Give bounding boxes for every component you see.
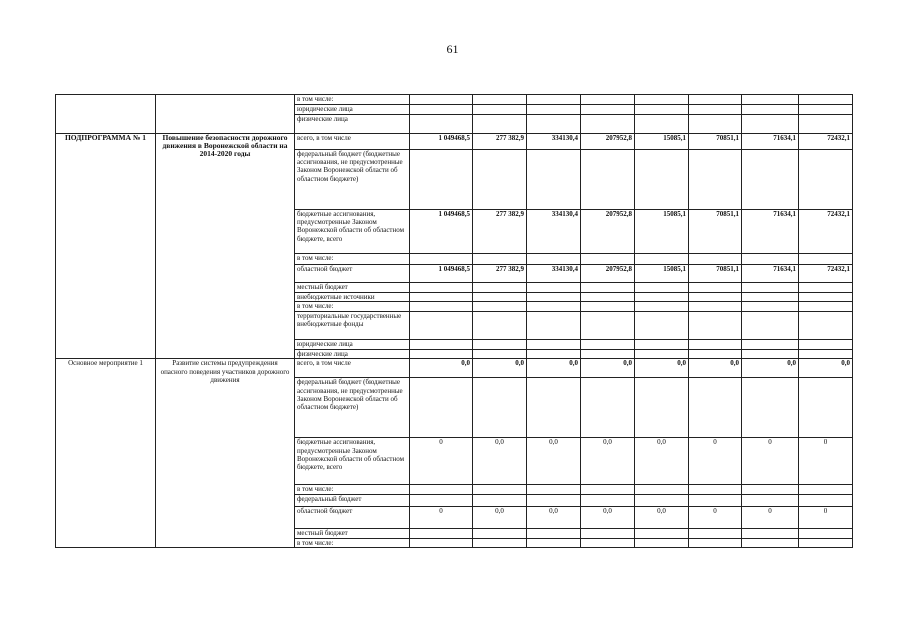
value-cell: 0,0 <box>581 438 635 485</box>
value-cell <box>581 528 635 538</box>
value-cell <box>742 485 799 494</box>
value-cell <box>581 95 635 105</box>
source-cell: всего, в том числе <box>295 359 410 378</box>
source-cell: всего, в том числе <box>295 134 410 150</box>
value-cell <box>473 350 527 359</box>
name-cell <box>156 95 295 134</box>
value-cell: 71634,1 <box>742 210 799 254</box>
value-cell <box>635 340 689 350</box>
source-cell: в том числе: <box>295 254 410 265</box>
value-cell <box>689 293 742 302</box>
value-cell: 277 382,9 <box>473 210 527 254</box>
value-cell <box>410 538 473 547</box>
value-cell <box>410 302 473 312</box>
value-cell <box>473 528 527 538</box>
value-cell: 0,0 <box>581 506 635 528</box>
value-cell <box>473 302 527 312</box>
value-cell <box>410 350 473 359</box>
value-cell <box>581 115 635 134</box>
budget-table-body <box>56 95 853 548</box>
value-cell: 72432,1 <box>799 210 853 254</box>
value-cell <box>527 312 581 340</box>
value-cell <box>689 350 742 359</box>
value-cell <box>635 538 689 547</box>
value-cell: 334130,4 <box>527 134 581 150</box>
value-cell <box>799 538 853 547</box>
value-cell: 0,0 <box>527 359 581 378</box>
value-cell <box>635 254 689 265</box>
value-cell <box>473 293 527 302</box>
value-cell <box>635 378 689 438</box>
value-cell <box>742 340 799 350</box>
value-cell: 0 <box>742 506 799 528</box>
value-cell: 0,0 <box>799 359 853 378</box>
page-number: 61 <box>446 42 459 56</box>
value-cell <box>527 538 581 547</box>
value-cell <box>581 283 635 293</box>
value-cell <box>527 485 581 494</box>
source-cell: в том числе: <box>295 302 410 312</box>
value-cell <box>742 538 799 547</box>
value-cell <box>635 312 689 340</box>
value-cell <box>410 150 473 210</box>
value-cell <box>742 254 799 265</box>
value-cell <box>635 528 689 538</box>
value-cell <box>635 150 689 210</box>
value-cell: 0,0 <box>742 359 799 378</box>
value-cell: 72432,1 <box>799 265 853 283</box>
value-cell: 0 <box>410 506 473 528</box>
value-cell <box>473 150 527 210</box>
value-cell <box>473 312 527 340</box>
value-cell <box>527 150 581 210</box>
value-cell <box>635 115 689 134</box>
value-cell <box>581 105 635 115</box>
value-cell: 334130,4 <box>527 210 581 254</box>
value-cell <box>527 302 581 312</box>
value-cell: 0,0 <box>527 506 581 528</box>
value-cell: 0 <box>742 438 799 485</box>
source-cell: областной бюджет <box>295 265 410 283</box>
value-cell: 0,0 <box>635 359 689 378</box>
value-cell: 277 382,9 <box>473 265 527 283</box>
value-cell: 0,0 <box>410 359 473 378</box>
value-cell <box>689 378 742 438</box>
value-cell <box>742 283 799 293</box>
value-cell <box>410 378 473 438</box>
value-cell <box>410 115 473 134</box>
value-cell <box>799 302 853 312</box>
value-cell <box>635 350 689 359</box>
value-cell: 0,0 <box>689 359 742 378</box>
value-cell <box>527 283 581 293</box>
value-cell: 0,0 <box>473 359 527 378</box>
value-cell: 71634,1 <box>742 134 799 150</box>
value-cell <box>581 254 635 265</box>
value-cell <box>742 302 799 312</box>
value-cell <box>410 340 473 350</box>
value-cell: 207952,8 <box>581 265 635 283</box>
value-cell <box>410 254 473 265</box>
value-cell: 0,0 <box>527 438 581 485</box>
value-cell <box>689 105 742 115</box>
source-cell: бюджетные ассигнования, предусмотренные Законом Воронежской области об областном бюджете, всего <box>295 210 410 254</box>
value-cell <box>742 312 799 340</box>
value-cell <box>799 105 853 115</box>
value-cell <box>689 95 742 105</box>
value-cell <box>473 283 527 293</box>
value-cell <box>689 485 742 494</box>
value-cell <box>581 150 635 210</box>
value-cell <box>527 528 581 538</box>
value-cell <box>742 293 799 302</box>
value-cell <box>410 293 473 302</box>
source-cell: территориальные государственные внебюджетные фонды <box>295 312 410 340</box>
value-cell <box>799 350 853 359</box>
value-cell <box>689 115 742 134</box>
value-cell <box>799 254 853 265</box>
value-cell: 1 049468,5 <box>410 134 473 150</box>
value-cell <box>689 528 742 538</box>
value-cell: 0 <box>799 438 853 485</box>
value-cell <box>473 494 527 506</box>
value-cell <box>527 350 581 359</box>
value-cell: 0 <box>410 438 473 485</box>
table-row <box>56 134 853 150</box>
value-cell <box>410 105 473 115</box>
value-cell <box>581 378 635 438</box>
source-cell: бюджетные ассигнования, предусмотренные Законом Воронежской области об областном бюджете, всего <box>295 438 410 485</box>
value-cell <box>581 485 635 494</box>
value-cell: 1 049468,5 <box>410 265 473 283</box>
value-cell <box>473 115 527 134</box>
source-cell: в том числе: <box>295 485 410 494</box>
value-cell <box>689 302 742 312</box>
source-cell: в том числе: <box>295 538 410 547</box>
value-cell <box>799 312 853 340</box>
value-cell: 0 <box>799 506 853 528</box>
value-cell <box>527 115 581 134</box>
value-cell <box>410 494 473 506</box>
value-cell <box>689 283 742 293</box>
value-cell: 15085,1 <box>635 265 689 283</box>
value-cell: 207952,8 <box>581 134 635 150</box>
value-cell <box>410 528 473 538</box>
value-cell: 0,0 <box>635 506 689 528</box>
value-cell: 0 <box>689 506 742 528</box>
value-cell: 15085,1 <box>635 210 689 254</box>
value-cell: 0,0 <box>473 506 527 528</box>
source-cell: федеральный бюджет <box>295 494 410 506</box>
value-cell <box>473 340 527 350</box>
value-cell <box>473 105 527 115</box>
source-cell: внебюджетные источники <box>295 293 410 302</box>
value-cell <box>527 494 581 506</box>
status-cell <box>56 95 156 134</box>
value-cell <box>799 494 853 506</box>
value-cell <box>473 485 527 494</box>
value-cell <box>410 485 473 494</box>
value-cell <box>581 538 635 547</box>
source-cell: федеральный бюджет (бюджетные ассигнования, не предусмотренные Законом Воронежской области об областном бюджете) <box>295 378 410 438</box>
value-cell <box>799 293 853 302</box>
value-cell <box>742 350 799 359</box>
status-cell: Основное мероприятие 1 <box>56 359 156 547</box>
value-cell <box>799 485 853 494</box>
value-cell <box>473 95 527 105</box>
value-cell <box>410 283 473 293</box>
value-cell <box>799 150 853 210</box>
value-cell <box>635 485 689 494</box>
table-row <box>56 95 853 105</box>
table-row <box>56 359 853 378</box>
name-cell: Повышение безопасности дорожного движения в Воронежской области на 2014-2020 годы <box>156 134 295 359</box>
source-cell: юридические лица <box>295 105 410 115</box>
value-cell <box>689 340 742 350</box>
value-cell <box>799 340 853 350</box>
value-cell: 0 <box>689 438 742 485</box>
value-cell <box>581 494 635 506</box>
value-cell: 207952,8 <box>581 210 635 254</box>
value-cell <box>410 312 473 340</box>
source-cell: в том числе: <box>295 95 410 105</box>
value-cell <box>689 150 742 210</box>
value-cell <box>527 293 581 302</box>
value-cell <box>742 378 799 438</box>
value-cell <box>635 283 689 293</box>
name-cell: Развитие системы предупреждения опасного поведения участников дорожного движения <box>156 359 295 547</box>
source-cell: федеральный бюджет (бюджетные ассигнования, не предусмотренные Законом Воронежской области об областном бюджете) <box>295 150 410 210</box>
value-cell: 70851,1 <box>689 210 742 254</box>
value-cell: 15085,1 <box>635 134 689 150</box>
value-cell <box>527 95 581 105</box>
value-cell <box>742 115 799 134</box>
value-cell <box>581 302 635 312</box>
value-cell <box>635 302 689 312</box>
value-cell <box>689 538 742 547</box>
value-cell <box>799 378 853 438</box>
value-cell: 70851,1 <box>689 265 742 283</box>
value-cell <box>635 293 689 302</box>
value-cell <box>799 115 853 134</box>
value-cell <box>581 340 635 350</box>
value-cell <box>581 293 635 302</box>
value-cell <box>635 494 689 506</box>
value-cell <box>799 283 853 293</box>
value-cell: 72432,1 <box>799 134 853 150</box>
value-cell <box>473 378 527 438</box>
value-cell <box>799 95 853 105</box>
budget-table <box>55 94 853 548</box>
value-cell: 0,0 <box>581 359 635 378</box>
value-cell <box>689 312 742 340</box>
value-cell <box>742 150 799 210</box>
value-cell <box>635 105 689 115</box>
value-cell <box>527 254 581 265</box>
value-cell <box>742 494 799 506</box>
value-cell: 0,0 <box>635 438 689 485</box>
value-cell <box>410 95 473 105</box>
source-cell: физические лица <box>295 115 410 134</box>
value-cell <box>581 312 635 340</box>
value-cell <box>742 95 799 105</box>
value-cell: 0,0 <box>473 438 527 485</box>
value-cell <box>689 254 742 265</box>
source-cell: местный бюджет <box>295 283 410 293</box>
value-cell <box>473 254 527 265</box>
value-cell <box>527 378 581 438</box>
value-cell: 1 049468,5 <box>410 210 473 254</box>
source-cell: физические лица <box>295 350 410 359</box>
value-cell <box>473 538 527 547</box>
source-cell: областной бюджет <box>295 506 410 528</box>
value-cell <box>689 494 742 506</box>
value-cell <box>527 340 581 350</box>
value-cell <box>742 105 799 115</box>
source-cell: местный бюджет <box>295 528 410 538</box>
value-cell: 334130,4 <box>527 265 581 283</box>
value-cell: 70851,1 <box>689 134 742 150</box>
value-cell <box>527 105 581 115</box>
value-cell: 277 382,9 <box>473 134 527 150</box>
status-cell: ПОДПРОГРАММА № 1 <box>56 134 156 359</box>
value-cell <box>742 528 799 538</box>
value-cell: 71634,1 <box>742 265 799 283</box>
source-cell: юридические лица <box>295 340 410 350</box>
value-cell <box>799 528 853 538</box>
value-cell <box>581 350 635 359</box>
value-cell <box>635 95 689 105</box>
